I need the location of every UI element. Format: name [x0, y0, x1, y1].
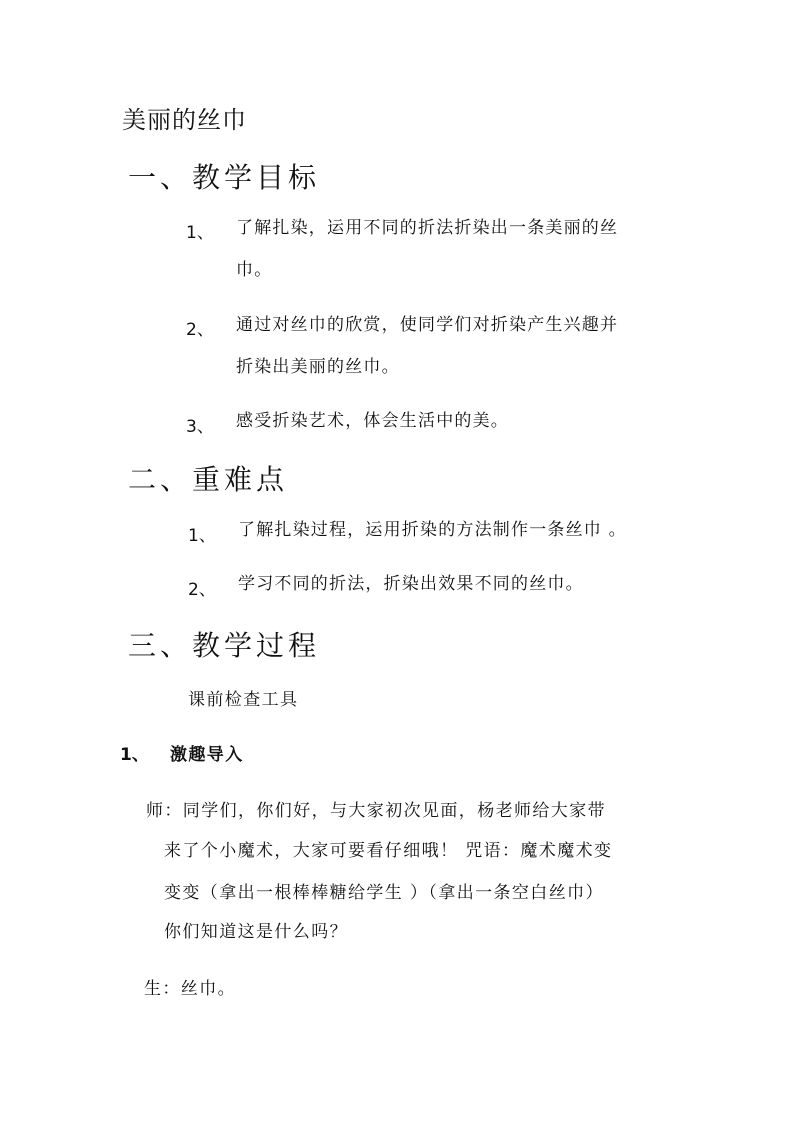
step-number: 1、 [120, 745, 149, 765]
dialogue-line: 你们知道这是什么吗？ [164, 922, 348, 942]
item-number: 3、 [186, 417, 214, 437]
item-line: 折染出美丽的丝巾。 [236, 357, 400, 377]
step-label: 激趣导入 [170, 745, 244, 765]
item-number: 1、 [188, 526, 216, 546]
item-number: 1、 [186, 223, 214, 243]
item-number: 2、 [186, 320, 214, 340]
dialogue-line: 生：丝巾。 [144, 979, 236, 999]
item-line: 了解扎染过程，运用折染的方法制作一条丝巾 。 [238, 520, 627, 540]
item-line: 巾。 [236, 260, 273, 280]
section-heading-key-points: 二、重难点 [128, 463, 289, 496]
dialogue-line: 师：同学们，你们好，与大家初次见面，杨老师给大家带 [146, 801, 606, 821]
dialogue-line: 来了个小魔术，大家可要看仔细哦！ 咒语：魔术魔术变 [164, 841, 613, 861]
section-heading-process: 三、教学过程 [128, 629, 321, 662]
item-number: 2、 [188, 580, 216, 600]
item-line: 通过对丝巾的欣赏，使同学们对折染产生兴趣并 [236, 315, 619, 335]
dialogue-line: 变变（拿出一根棒棒糖给学生 ）（拿出一条空白丝巾） [164, 883, 604, 903]
item-line: 了解扎染，运用不同的折法折染出一条美丽的丝 [236, 218, 619, 238]
section-heading-objectives: 一、教学目标 [128, 161, 321, 194]
item-line: 学习不同的折法，折染出效果不同的丝巾。 [238, 574, 584, 594]
item-line: 感受折染艺术，体会生活中的美。 [236, 411, 509, 431]
subheading: 课前检查工具 [188, 690, 299, 710]
document-title: 美丽的丝巾 [122, 106, 247, 134]
